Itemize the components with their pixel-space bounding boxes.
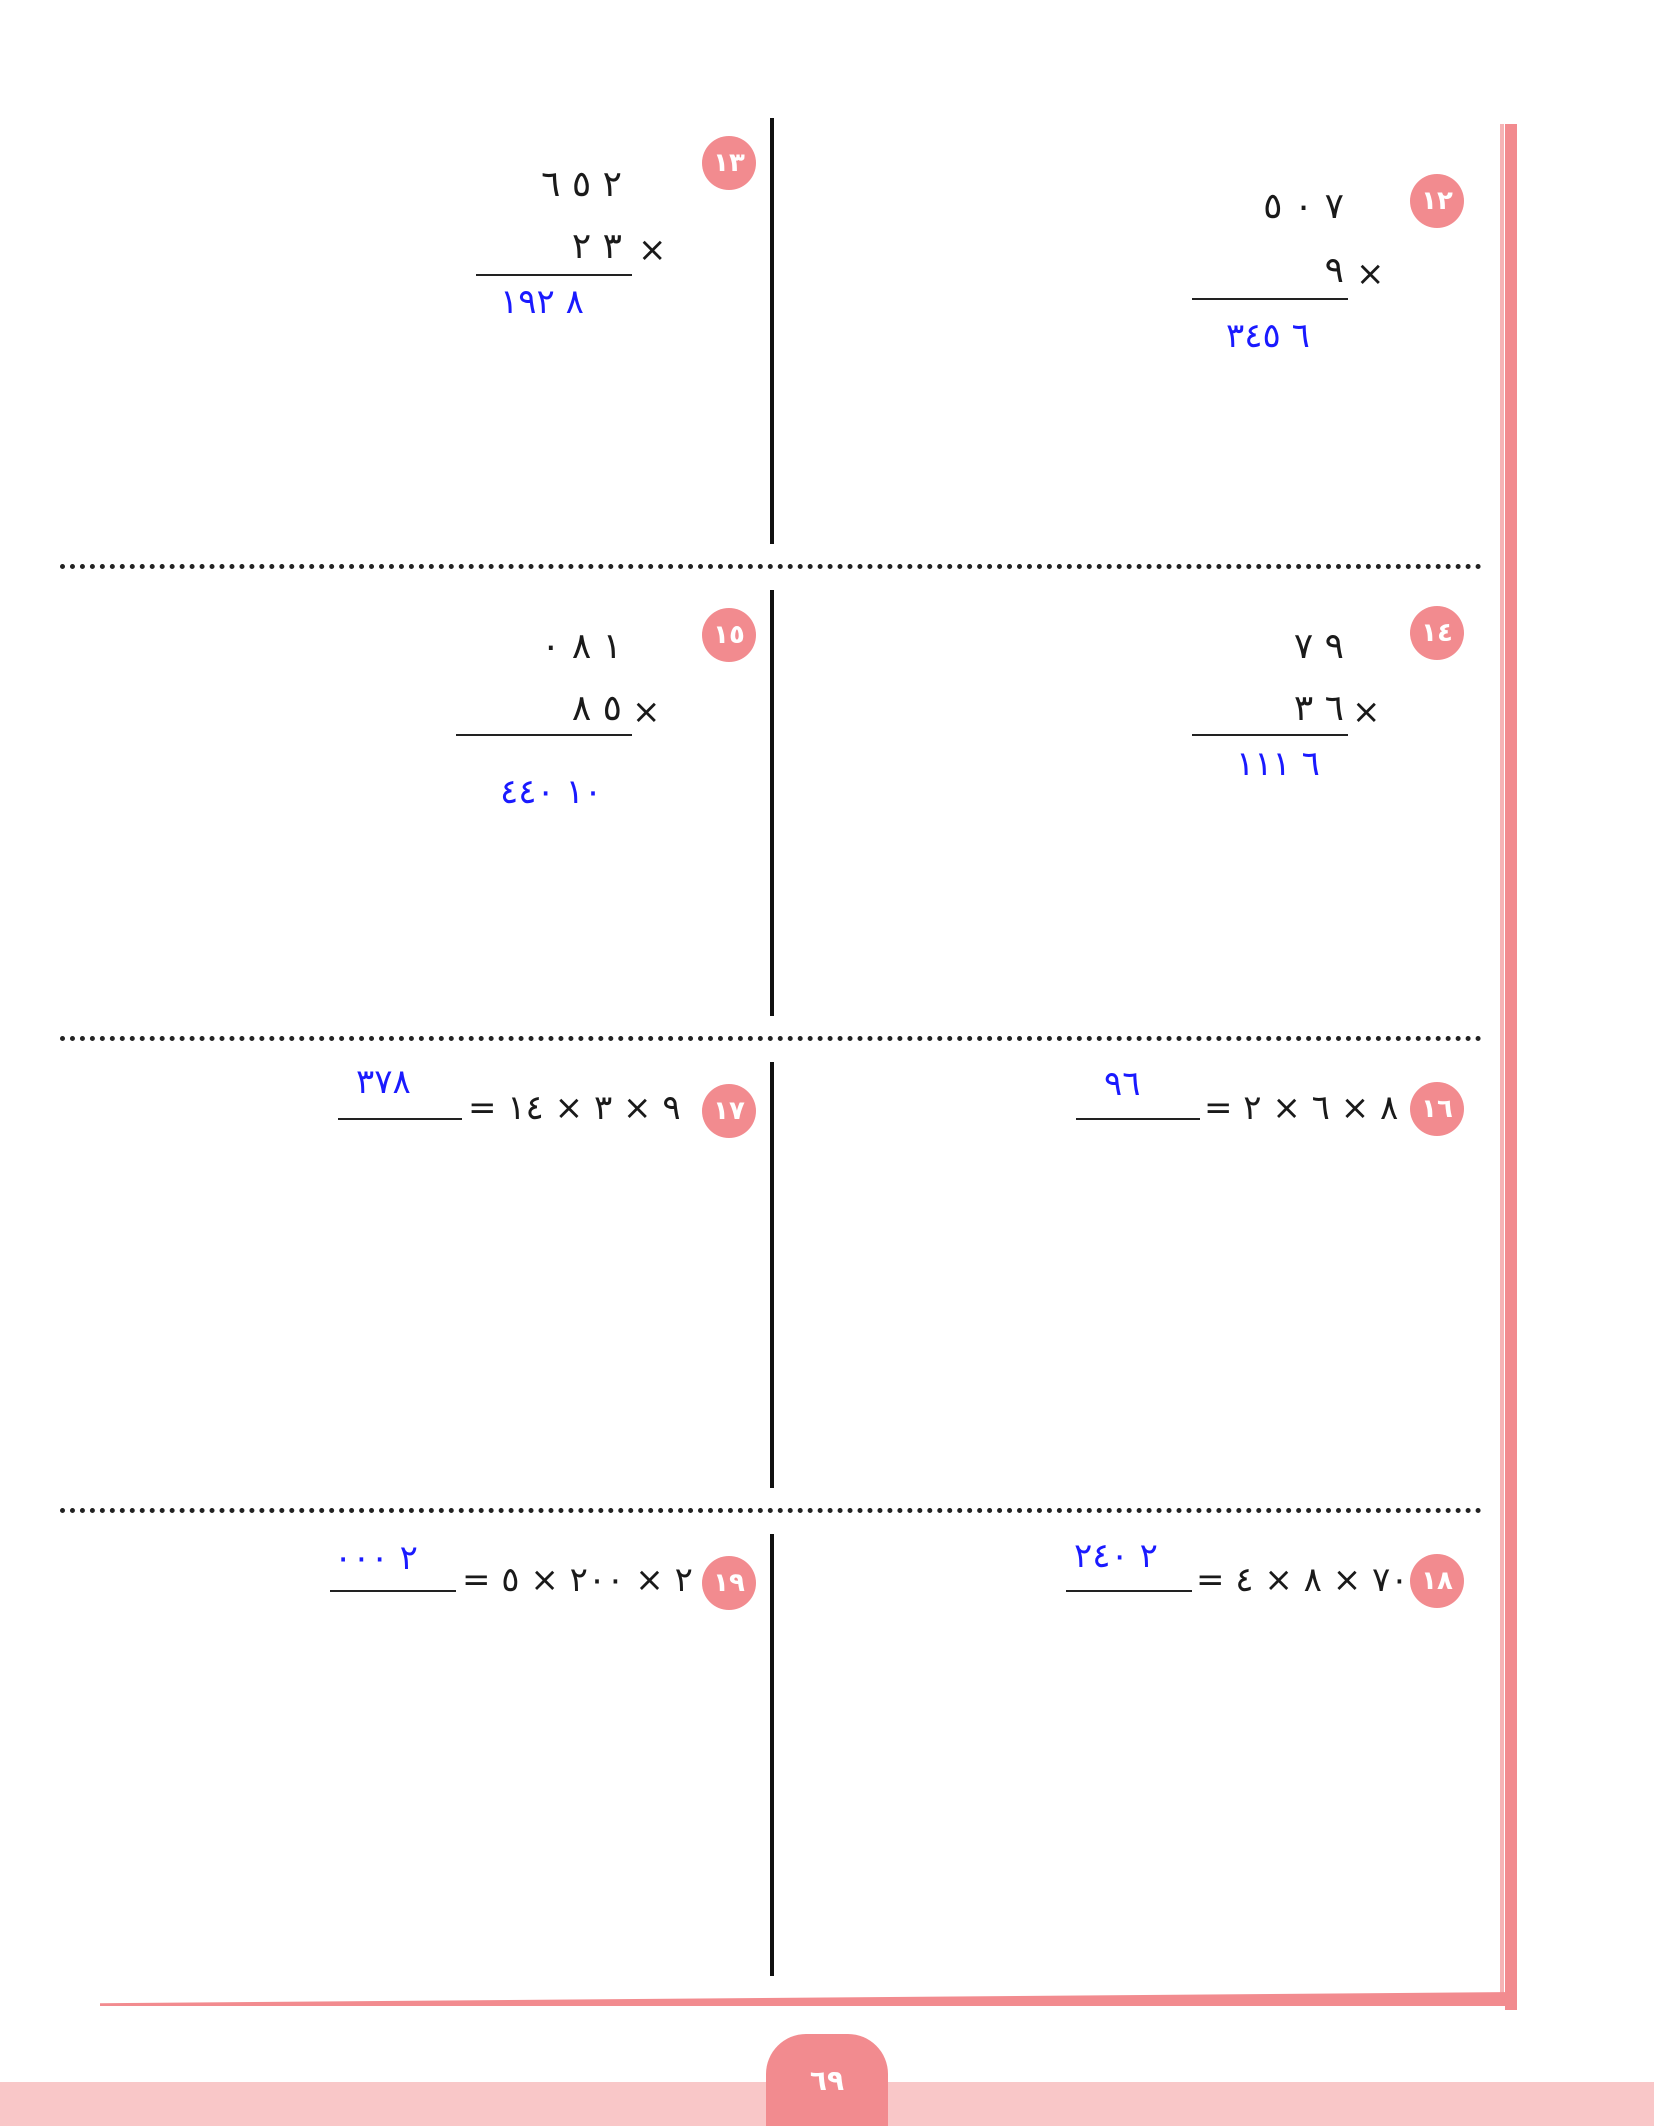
multiplier: ٦ ٣ — [1293, 688, 1344, 729]
frame-right-shade — [1500, 124, 1504, 2004]
frame-bottom-border — [100, 1992, 1517, 2006]
column-divider — [770, 118, 774, 544]
answer-value: ٨ ١٩٢ — [500, 282, 584, 322]
answer-value: ٣٧٨ — [356, 1062, 411, 1102]
problem-number-badge: ١٥ — [702, 608, 756, 662]
expression: ٢ × ٢٠٠ × ٥ = — [462, 1560, 693, 1600]
answer-blank — [338, 1118, 462, 1120]
expression: ٨ × ٦ × ٢ = — [1204, 1088, 1399, 1128]
row-separator — [60, 564, 1482, 569]
multiply-sign: × — [632, 692, 661, 732]
multiply-sign: × — [1356, 254, 1385, 294]
problem-number-badge: ١٢ — [1410, 174, 1464, 228]
multiplier: ٥ ٨ — [571, 688, 622, 729]
multiplicand: ٩ ٧ — [1293, 626, 1344, 667]
problem-number-badge: ١٤ — [1410, 606, 1464, 660]
answer-line — [476, 274, 632, 276]
answer-value: ٢ ٢٤٠ — [1074, 1536, 1158, 1576]
multiplicand: ١ ٨ ٠ — [541, 626, 622, 667]
answer-value: ٦ ٣٤٥ — [1226, 316, 1310, 356]
column-divider — [770, 590, 774, 1016]
problem-number-badge: ١٩ — [702, 1556, 756, 1610]
multiply-sign: × — [638, 230, 667, 270]
multiplicand: ٧ ٠ ٥ — [1263, 186, 1344, 227]
column-divider — [770, 1062, 774, 1488]
expression: ٩ × ٣ × ١٤ = — [468, 1088, 681, 1128]
multiply-sign: × — [1352, 692, 1381, 732]
answer-value: ٦ ١١١ — [1236, 744, 1320, 784]
column-divider — [770, 1534, 774, 1976]
answer-line — [456, 734, 632, 736]
multiplier: ٣ ٢ — [571, 226, 622, 267]
problem-number-badge: ١٣ — [702, 136, 756, 190]
expression: ٧٠ × ٨ × ٤ = — [1196, 1560, 1409, 1600]
answer-blank — [1066, 1590, 1192, 1592]
multiplicand: ٢ ٥ ٦ — [541, 164, 622, 205]
frame-right-border — [1505, 124, 1517, 2010]
page-number: ٦٩ — [766, 2034, 888, 2126]
answer-value: ٢ ٠٠٠ — [334, 1538, 418, 1578]
multiplier: ٩ — [1324, 250, 1344, 291]
problem-number-badge: ١٨ — [1410, 1554, 1464, 1608]
answer-blank — [330, 1590, 456, 1592]
answer-value: ٩٦ — [1104, 1064, 1141, 1104]
answer-line — [1192, 298, 1348, 300]
row-separator — [60, 1508, 1482, 1513]
problem-number-badge: ١٧ — [702, 1084, 756, 1138]
problem-number-badge: ١٦ — [1410, 1082, 1464, 1136]
answer-value: ١٠ ٤٤٠ — [500, 772, 603, 812]
answer-blank — [1076, 1118, 1200, 1120]
row-separator — [60, 1036, 1482, 1041]
answer-line — [1192, 734, 1348, 736]
